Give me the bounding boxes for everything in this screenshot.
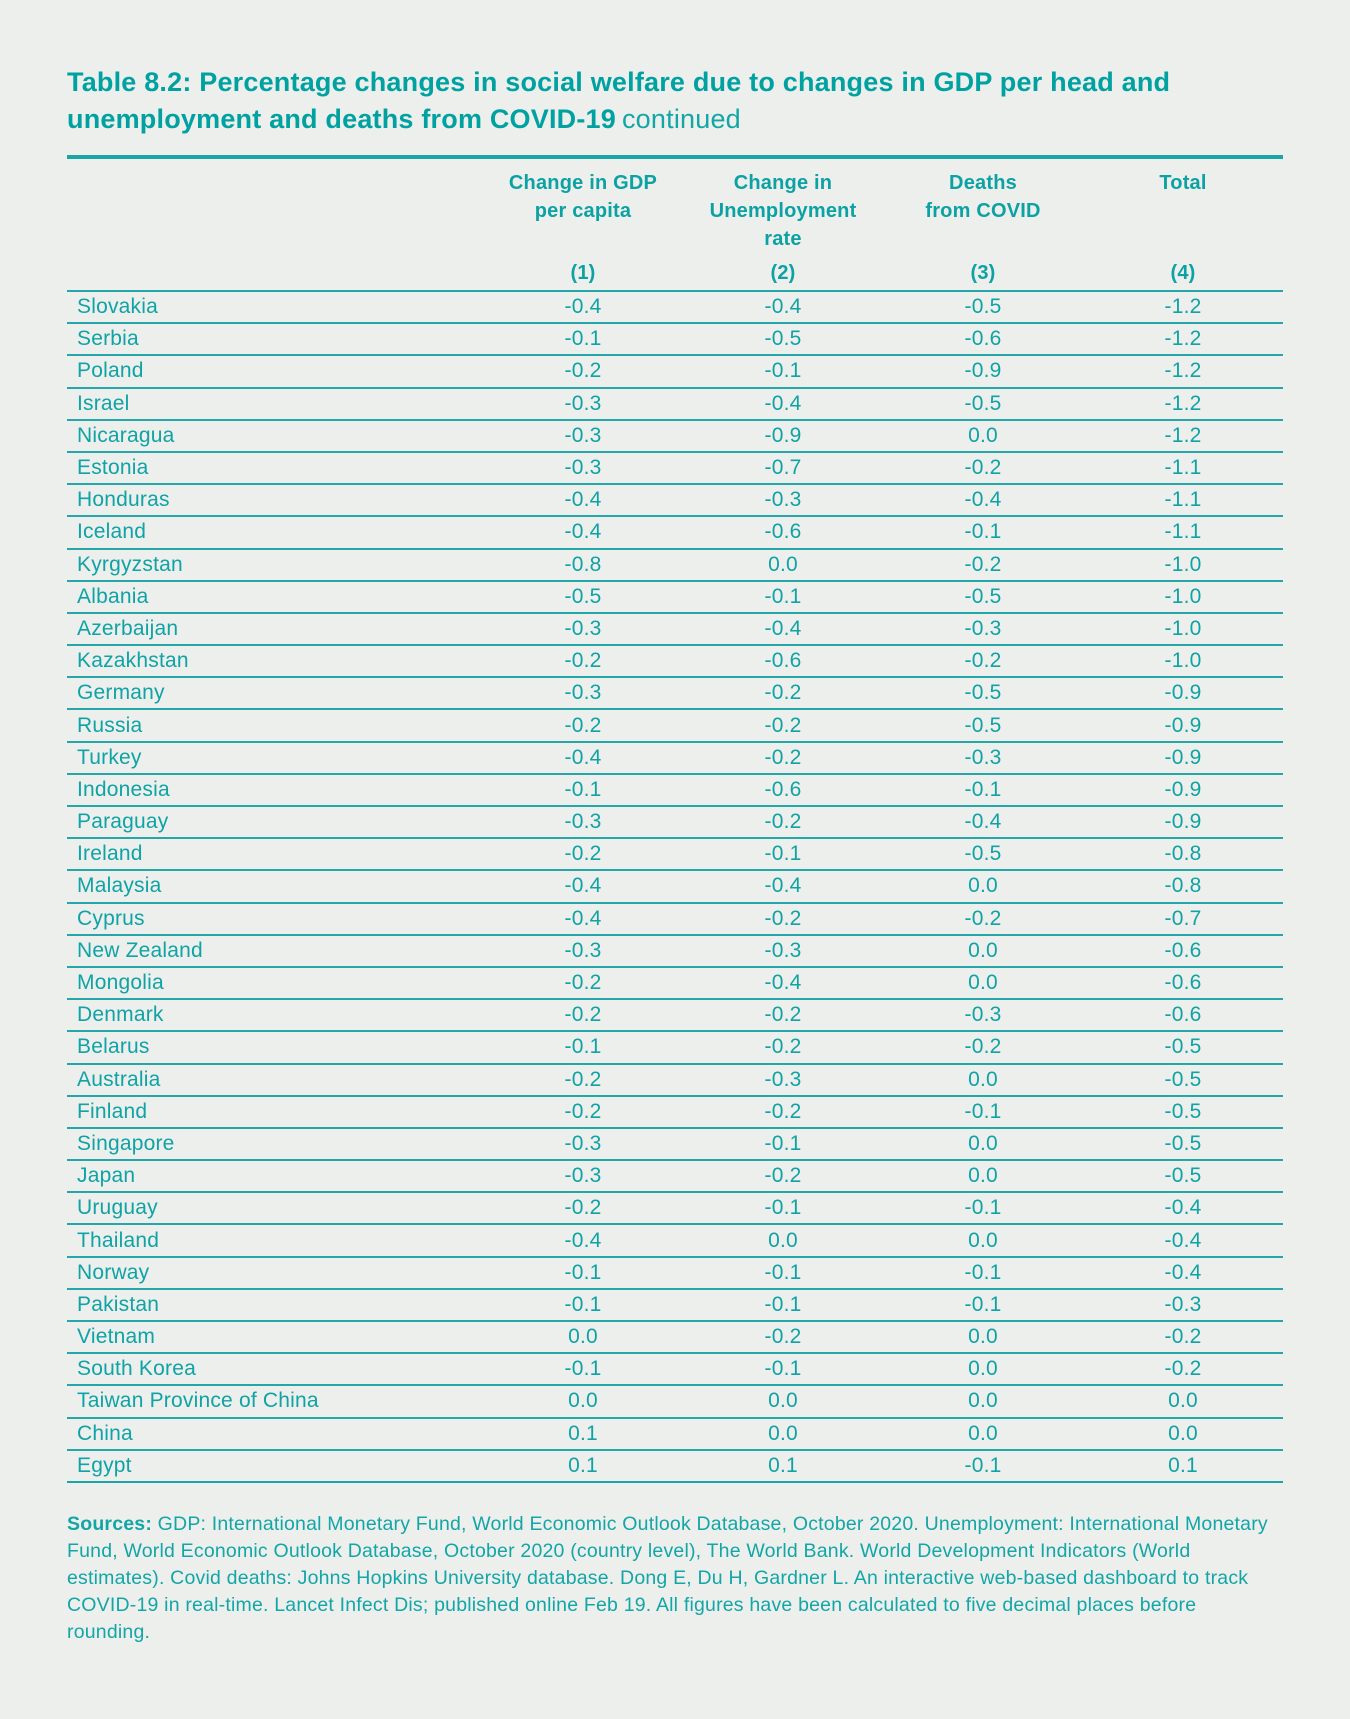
table-row [67,1354,1283,1386]
value-cell: -0.1 [964,1196,1002,1220]
sources-text: GDP: International Monetary Fund, World Economic Outlook Database, October 2020. Unemployment: International Monetary Fund, World Economic Outlook Database, October 2020 (country level), The World Bank. World Development Indicators (World estimates). Covid deaths: Johns Hopkins University database. Dong E, Du H, Gardner L. An interactive web-based dashboard to track COVID-19 in real-time. Lancet Infect Dis; published online Feb 19. All figures have been calculated to five decimal places before rounding. [67,1512,1268,1643]
value-cell: 0.0 [568,1389,598,1413]
table-row [67,1290,1283,1322]
table-row [67,678,1283,710]
value-cell: -0.3 [564,1131,602,1155]
value-cell: 0.1 [1168,1453,1198,1477]
value-cell: -0.2 [764,1164,802,1188]
value-cell: 0.0 [968,1228,998,1252]
value-cell: -0.3 [964,616,1002,640]
value-cell: 0.0 [568,1325,598,1349]
column-header-4 [1083,159,1283,290]
column-number: (1) [570,262,596,284]
country-name: Denmark [77,1003,164,1027]
column-header-3 [883,159,1083,290]
value-cell: 0.0 [968,1164,998,1188]
value-cell: 0.0 [768,1228,798,1252]
value-cell: 0.1 [568,1453,598,1477]
value-cell: -0.3 [764,938,802,962]
table-header-row [67,155,1283,292]
value-cell: -0.9 [764,423,802,447]
country-name: Kazakhstan [77,649,189,673]
value-cell: 0.0 [968,1325,998,1349]
country-name: China [77,1421,133,1445]
value-cell: -1.0 [1164,616,1202,640]
value-cell: -0.4 [564,1228,602,1252]
table-row [67,871,1283,903]
value-cell: -1.2 [1164,327,1202,351]
value-cell: -0.5 [1164,1164,1202,1188]
country-name: Australia [77,1067,161,1091]
value-cell: -0.2 [764,745,802,769]
value-cell: -0.1 [964,777,1002,801]
value-cell: -0.9 [1164,745,1202,769]
value-cell: -0.2 [564,359,602,383]
value-cell: 0.0 [768,1421,798,1445]
column-header-label-line: Total [1159,172,1207,194]
value-cell: -0.4 [764,391,802,415]
country-name: Iceland [77,520,147,544]
table-row [67,646,1283,678]
value-cell: 0.0 [968,874,998,898]
country-name: Nicaragua [77,423,175,447]
value-cell: -0.4 [1164,1260,1202,1284]
column-header-label [1159,169,1206,197]
country-name: Uruguay [77,1196,158,1220]
table-row [67,1451,1283,1483]
table-row [67,1097,1283,1129]
table-row [67,453,1283,485]
value-cell: -0.5 [1164,1067,1202,1091]
country-name: South Korea [77,1357,196,1381]
country-name: Poland [77,359,144,383]
value-cell: -0.2 [764,1035,802,1059]
value-cell: 0.0 [1168,1389,1198,1413]
value-cell: -0.2 [564,649,602,673]
country-name: Ireland [77,842,143,866]
value-cell: -0.5 [964,842,1002,866]
value-cell: -0.3 [564,423,602,447]
value-cell: -0.2 [964,906,1002,930]
country-name: Indonesia [77,777,170,801]
value-cell: -1.0 [1164,552,1202,576]
country-name: Paraguay [77,810,169,834]
country-name: Russia [77,713,143,737]
welfare-changes-table [67,155,1283,1483]
value-cell: -0.9 [1164,777,1202,801]
country-name: Slovakia [77,295,158,319]
value-cell: -0.9 [1164,681,1202,705]
page-title-continued: continued [621,104,741,134]
value-cell: -0.7 [1164,906,1202,930]
table-row [67,614,1283,646]
value-cell: 0.0 [768,1389,798,1413]
value-cell: -0.5 [564,584,602,608]
country-name: Albania [77,584,149,608]
column-header-label-line: per capita [534,200,632,222]
value-cell: -0.3 [564,391,602,415]
table-row [67,904,1283,936]
value-cell: -0.5 [1164,1099,1202,1123]
value-cell: -0.5 [964,584,1002,608]
value-cell: -0.3 [764,488,802,512]
value-cell: -0.1 [564,1260,602,1284]
value-cell: -1.1 [1164,456,1202,480]
value-cell: -0.4 [564,745,602,769]
value-cell: -0.4 [964,810,1002,834]
value-cell: -0.2 [964,456,1002,480]
table-row [67,710,1283,742]
value-cell: -0.4 [564,295,602,319]
column-header-2 [683,159,883,290]
value-cell: -0.5 [1164,1035,1202,1059]
value-cell: 0.1 [768,1453,798,1477]
value-cell: -0.3 [764,1067,802,1091]
value-cell: -0.2 [764,1325,802,1349]
value-cell: -0.3 [564,616,602,640]
value-cell: -0.5 [964,713,1002,737]
value-cell: -0.4 [1164,1228,1202,1252]
value-cell: -0.2 [564,1067,602,1091]
value-cell: -0.1 [764,1357,802,1381]
value-cell: -1.2 [1164,391,1202,415]
column-header-label-line: Unemployment [709,200,857,222]
table-row [67,1193,1283,1225]
value-cell: -0.6 [1164,1003,1202,1027]
country-name: Cyprus [77,906,145,930]
value-cell: -0.2 [764,713,802,737]
value-cell: -0.3 [564,810,602,834]
table-row [67,1161,1283,1193]
value-cell: -1.1 [1164,520,1202,544]
value-cell: -0.1 [564,1035,602,1059]
country-name: Norway [77,1260,150,1284]
value-cell: -0.1 [764,1196,802,1220]
value-cell: -0.6 [764,520,802,544]
value-cell: -0.2 [564,713,602,737]
value-cell: -1.0 [1164,584,1202,608]
value-cell: -0.3 [564,681,602,705]
country-name: Singapore [77,1131,175,1155]
value-cell: -0.4 [564,488,602,512]
value-cell: -0.6 [764,649,802,673]
value-cell: 0.0 [968,1357,998,1381]
table-row [67,485,1283,517]
value-cell: -0.1 [764,842,802,866]
table-row [67,1032,1283,1064]
country-name: Thailand [77,1228,160,1252]
value-cell: 0.0 [1168,1421,1198,1445]
value-cell: 0.0 [968,423,998,447]
country-name: Belarus [77,1035,150,1059]
value-cell: -0.2 [564,1003,602,1027]
value-cell: -0.4 [564,520,602,544]
country-name: New Zealand [77,938,203,962]
value-cell: -0.5 [964,391,1002,415]
sources-note [67,1511,1283,1646]
value-cell: -1.2 [1164,359,1202,383]
column-number: (3) [970,262,996,284]
value-cell: -0.2 [564,842,602,866]
table-row [67,936,1283,968]
value-cell: -0.4 [564,874,602,898]
value-cell: -0.2 [764,1003,802,1027]
table-row [67,1000,1283,1032]
table-row [67,292,1283,324]
value-cell: 0.0 [968,971,998,995]
country-name: Finland [77,1099,148,1123]
value-cell: 0.0 [768,552,798,576]
value-cell: -0.2 [764,681,802,705]
value-cell: -0.5 [964,681,1002,705]
value-cell: -0.5 [1164,1131,1202,1155]
column-header-label-line: from COVID [925,200,1041,222]
table-row [67,1386,1283,1418]
country-name: Pakistan [77,1292,160,1316]
value-cell: -0.2 [1164,1357,1202,1381]
value-cell: -0.2 [564,1196,602,1220]
value-cell: -0.4 [764,616,802,640]
value-cell: -0.2 [764,906,802,930]
value-cell: -0.9 [964,359,1002,383]
value-cell: -0.2 [964,649,1002,673]
table-row [67,421,1283,453]
value-cell: -0.1 [564,327,602,351]
value-cell: -0.2 [764,1099,802,1123]
column-header-label-line: Deaths [949,172,1017,194]
value-cell: -1.2 [1164,423,1202,447]
value-cell: -0.9 [1164,810,1202,834]
value-cell: -0.4 [764,874,802,898]
column-header-label-line: rate [764,228,802,250]
country-name: Turkey [77,745,142,769]
value-cell: -0.5 [964,295,1002,319]
country-name: Japan [77,1164,136,1188]
value-cell: -0.1 [564,1292,602,1316]
table-row [67,324,1283,356]
value-cell: -0.2 [964,1035,1002,1059]
sources-label: Sources: [67,1512,153,1535]
country-name: Serbia [77,327,139,351]
value-cell: -0.1 [764,1131,802,1155]
country-name: Honduras [77,488,170,512]
column-number: (4) [1170,262,1196,284]
value-cell: -0.2 [764,810,802,834]
country-name: Israel [77,391,130,415]
column-header-label-line: Change in [733,172,833,194]
value-cell: 0.1 [568,1421,598,1445]
value-cell: -0.8 [1164,874,1202,898]
value-cell: -0.8 [564,552,602,576]
value-cell: -0.5 [764,327,802,351]
column-header-label-line: Change in GDP [508,172,658,194]
table-row [67,968,1283,1000]
value-cell: -0.1 [964,1260,1002,1284]
value-cell: -0.4 [564,906,602,930]
value-cell: -0.6 [964,327,1002,351]
country-name: Azerbaijan [77,616,179,640]
table-row [67,356,1283,388]
value-cell: -0.1 [564,777,602,801]
value-cell: 0.0 [968,1131,998,1155]
table-row [67,775,1283,807]
value-cell: 0.0 [968,1421,998,1445]
value-cell: -0.7 [764,456,802,480]
table-row [67,1129,1283,1161]
value-cell: -0.3 [564,938,602,962]
value-cell: -0.1 [964,520,1002,544]
value-cell: -0.4 [1164,1196,1202,1220]
value-cell: -1.1 [1164,488,1202,512]
column-header-label [710,169,857,253]
table-row [67,1322,1283,1354]
page-title [67,64,1232,138]
value-cell: -0.6 [1164,971,1202,995]
country-name: Vietnam [77,1325,156,1349]
value-cell: -0.6 [1164,938,1202,962]
value-cell: -0.2 [964,552,1002,576]
table-row [67,1419,1283,1451]
table-row [67,582,1283,614]
table-row [67,807,1283,839]
value-cell: -0.9 [1164,713,1202,737]
country-name: Malaysia [77,874,162,898]
country-name: Taiwan Province of China [77,1389,319,1413]
table-row [67,743,1283,775]
value-cell: -0.4 [764,971,802,995]
value-cell: -0.3 [564,1164,602,1188]
value-cell: -0.3 [564,456,602,480]
country-name: Mongolia [77,971,164,995]
table-row [67,389,1283,421]
value-cell: -0.1 [564,1357,602,1381]
column-header-label [509,169,657,225]
value-cell: -0.1 [764,1260,802,1284]
value-cell: -0.1 [764,359,802,383]
value-cell: -0.2 [1164,1325,1202,1349]
value-cell: -0.4 [964,488,1002,512]
column-header-label [925,169,1040,225]
value-cell: -0.1 [964,1292,1002,1316]
value-cell: 0.0 [968,1389,998,1413]
column-number: (2) [770,262,796,284]
table-row [67,839,1283,871]
value-cell: -1.2 [1164,295,1202,319]
column-header-1 [483,159,683,290]
country-name: Kyrgyzstan [77,552,183,576]
value-cell: 0.0 [968,938,998,962]
table-body [67,292,1283,1483]
table-row [67,1258,1283,1290]
value-cell: -0.2 [564,971,602,995]
value-cell: -0.3 [964,745,1002,769]
value-cell: -0.1 [764,1292,802,1316]
value-cell: -0.2 [564,1099,602,1123]
country-name: Germany [77,681,165,705]
country-column-header [67,159,483,290]
value-cell: -1.0 [1164,649,1202,673]
value-cell: -0.3 [964,1003,1002,1027]
value-cell: -0.1 [964,1453,1002,1477]
table-row [67,517,1283,549]
table-row [67,550,1283,582]
country-name: Egypt [77,1453,132,1477]
page-title-main: Table 8.2: Percentage changes in social welfare due to changes in GDP per head and unemployment and deaths from COVID-19 [67,67,1171,134]
value-cell: -0.1 [964,1099,1002,1123]
value-cell: -0.3 [1164,1292,1202,1316]
value-cell: -0.4 [764,295,802,319]
table-row [67,1065,1283,1097]
value-cell: -0.1 [764,584,802,608]
value-cell: 0.0 [968,1067,998,1091]
country-name: Estonia [77,456,149,480]
value-cell: -0.6 [764,777,802,801]
value-cell: -0.8 [1164,842,1202,866]
table-row [67,1225,1283,1257]
